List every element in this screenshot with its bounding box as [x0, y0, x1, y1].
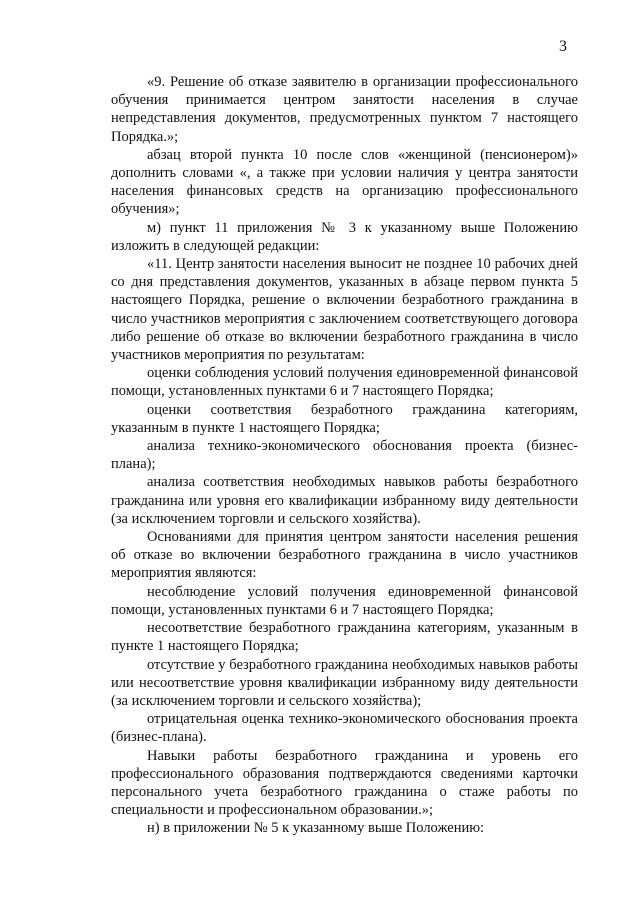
- document-body: [111, 73, 578, 838]
- paragraph-amend-item-10: абзац второй пункта 10 после слов «женщиной (пенсионером)» дополнить словами «, а также при условии наличия у центра занятости населения финансовых средств на организацию профессионального обучения»;: [111, 146, 578, 218]
- paragraph-item-9-text: «9. Решение об отказе заявителю в организации профессионального обучения принимается центром занятости населения в случае непредставления документов, предусмотренных пунктом 7 настоящего Порядка.»;: [111, 74, 578, 145]
- paragraph-ground-business-plan: отрицательная оценка технико-экономического обоснования проекта (бизнес-плана).: [111, 711, 578, 746]
- paragraph-criterion-categories: оценки соответствия безработного гражданина категориям, указанным в пункте 1 настоящего Порядка;: [111, 401, 578, 436]
- paragraph-criterion-business-plan: анализа технико-экономического обоснования проекта (бизнес-плана);: [111, 438, 578, 473]
- paragraph-criterion-conditions: оценки соблюдения условий получения единовременной финансовой помощи, установленных пунктами 6 и 7 настоящего Порядка;: [111, 365, 578, 400]
- paragraph-subitem-n: н) в приложении № 5 к указанному выше Положению:: [147, 820, 485, 837]
- paragraph-skills-confirmation: Навыки работы безработного гражданина и уровень его профессионального образования подтверждаются сведениями карточки персонального учета безработного гражданина о стаже работы по специальности и профессиональном образовании.»;: [111, 747, 578, 819]
- paragraph-item-11-text: «11. Центр занятости населения выносит не позднее 10 рабочих дней со дня представления документов, указанных в абзаце первом пункта 5 настоящего Порядка, решение о включении безработного гражданина в число участников мероприятия с заключением соответствующего договора либо решение об отказе во включении безработного гражданина в число участников мероприятия по результатам:: [111, 256, 578, 364]
- paragraph-refusal-grounds: Основаниями для принятия центром занятости населения решения об отказе во включении безработного гражданина в число участников мероприятия являются:: [111, 529, 578, 582]
- paragraph-ground-categories: несоответствие безработного гражданина категориям, указанным в пункте 1 настоящего Порядка;: [111, 620, 578, 655]
- paragraph-ground-conditions: несоблюдение условий получения единовременной финансовой помощи, установленных пунктами 6 и 7 настоящего Порядка;: [111, 583, 578, 618]
- paragraph-ground-skills: отсутствие у безработного гражданина необходимых навыков работы или несоответствие уровня квалификации избранному виду деятельности (за исключением торговли и сельского хозяйства);: [111, 656, 578, 709]
- page-number: 3: [559, 38, 567, 55]
- paragraph-criterion-skills: анализа соответствия необходимых навыков работы безработного гражданина или уровня его квалификации избранному виду деятельности (за исключением торговли и сельского хозяйства).: [111, 474, 578, 527]
- paragraph-subitem-m: м) пункт 11 приложения № 3 к указанному выше Положению изложить в следующей редакции:: [111, 219, 578, 254]
